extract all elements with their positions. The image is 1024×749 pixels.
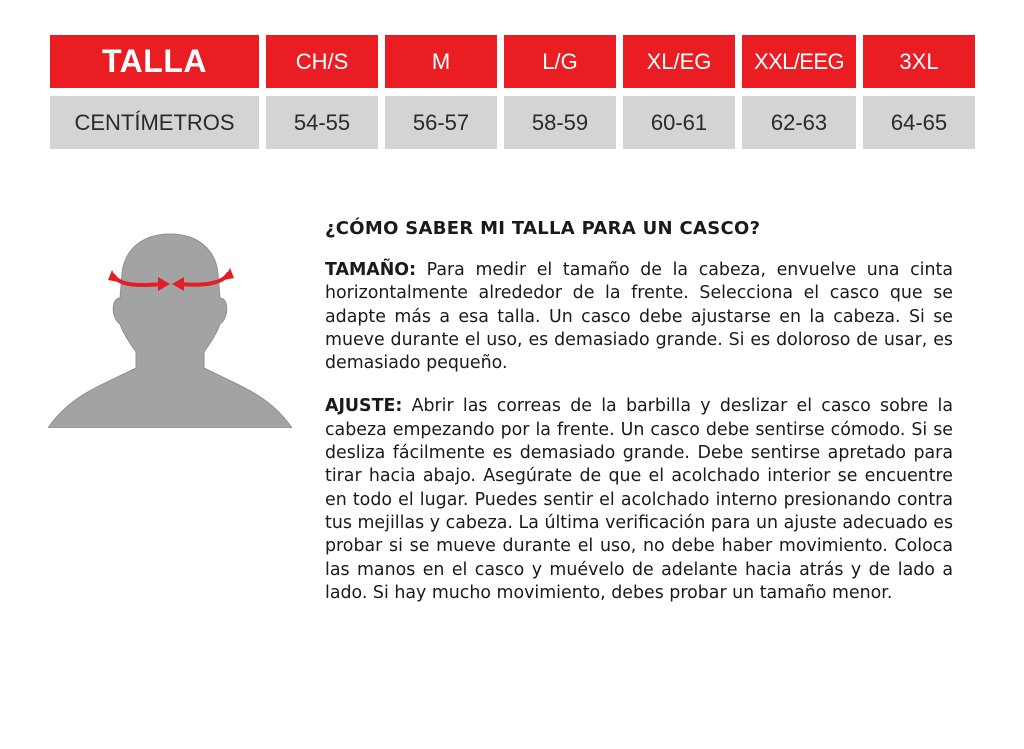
size-m: M [385, 35, 497, 88]
measure-label: CENTÍMETROS [50, 96, 259, 149]
helmet-size-guide [325, 218, 953, 605]
measure-m: 56-57 [385, 96, 497, 149]
size-table [50, 35, 978, 149]
size-paragraph [325, 259, 953, 375]
size-xl-eg: XL/EG [623, 35, 735, 88]
size-ch-s: CH/S [266, 35, 378, 88]
guide-title: ¿CÓMO SABER MI TALLA PARA UN CASCO? [325, 218, 761, 239]
measure-xxl-eeg: 62-63 [742, 96, 856, 149]
measure-l-g: 58-59 [504, 96, 616, 149]
size-3xl: 3XL [863, 35, 975, 88]
fit-heading: AJUSTE: [325, 396, 403, 417]
size-xxl-eeg: XXL/EEG [742, 35, 856, 88]
measure-xl-eg: 60-61 [623, 96, 735, 149]
fit-text: Abrir las correas de la barbilla y deslizar el casco sobre la cabeza empezando por la frente. Un casco debe sentirse cómodo. Si se desliza fácilmente es demasiado grande. Debe sentirse apretado para tirar hacia abajo. Asegúrate de que el acolchado interior se encuentre en todo el lugar. Puedes sentir el acolchado interno presionando contra tus mejillas y cabeza. La última verificación para un ajuste adecuado es probar si se mueve durante el uso, no debe haber movimiento. Coloca las manos en el casco y muévelo de adelante hacia atrás y de lado a lado. Si hay mucho movimiento, debes probar un tamaño menor. [325, 396, 954, 603]
size-header-row [50, 35, 978, 88]
head-silhouette-icon [48, 228, 292, 428]
measure-row [50, 96, 978, 149]
measure-ch-s: 54-55 [266, 96, 378, 149]
size-header-label: TALLA [50, 35, 259, 88]
head-measure-figure [48, 228, 292, 428]
fit-paragraph [325, 395, 953, 605]
size-heading: TAMAÑO: [325, 260, 417, 280]
size-l-g: L/G [504, 35, 616, 88]
size-text: Para medir el tamaño de la cabeza, envuelve una cinta horizontalmente alrededor de la frente. Selecciona el casco que se adapte más a esa talla. Un casco debe ajustarse en la cabeza. Si se mueve durante el uso, es demasiado grande. Si es doloroso de usar, es demasiado pequeño. [325, 260, 953, 374]
measure-3xl: 64-65 [863, 96, 975, 149]
